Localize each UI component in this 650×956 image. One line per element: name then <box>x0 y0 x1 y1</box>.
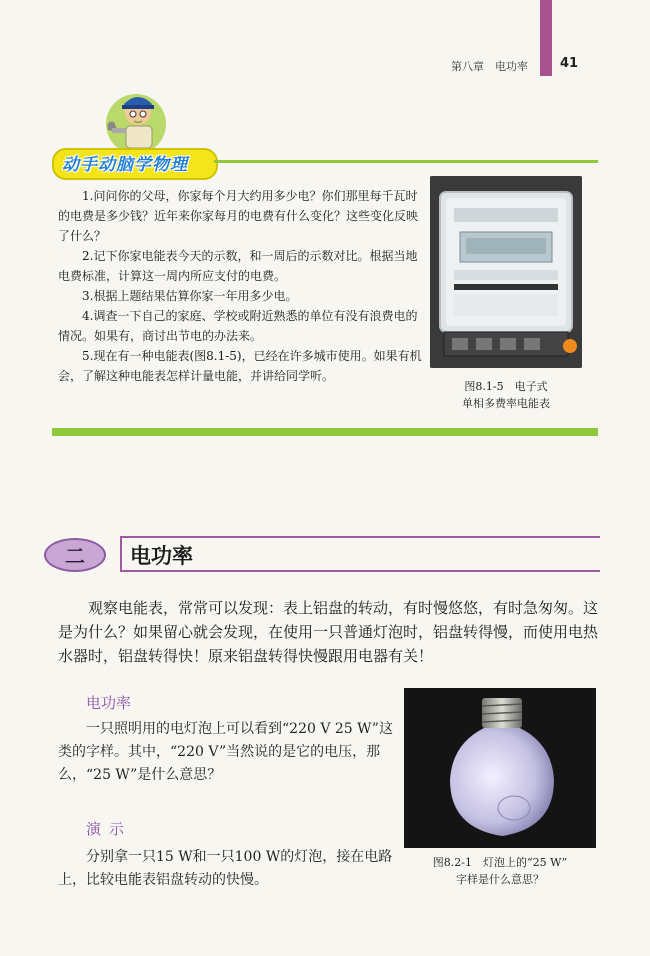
intro-paragraph: 观察电能表，常常可以发现：表上铝盘的转动，有时慢悠悠，有时急匆匆。这是为什么？如果留心就会发现，在使用一只普通灯泡时，铝盘转得慢，而使用电热水器时，铝盘转得快！原来铝盘转得快慢跟用电器有关！ <box>58 599 599 665</box>
activity-item: 2.记下你家电能表今天的示数，和一周后的示数对比。根据当地电费标准，计算这一周内所应支付的电费。 <box>58 249 418 283</box>
subsection-heading: 电功率 <box>86 694 132 712</box>
section-intro <box>58 596 600 668</box>
activity-item: 1.问问你的父母，你家每个月大约用多少电？你们那里每千瓦时的电费是多少钱？近年来你家每月的电费有什么变化？这些变化反映了什么？ <box>58 189 419 243</box>
caption-line: 图8.1-5 电子式 <box>464 380 548 393</box>
heading-rule-vertical <box>120 536 122 572</box>
chapter-side-tab <box>540 0 552 76</box>
body-paragraph: 分别拿一只15 W和一只100 W的灯泡，接在电路上，比较电能表铝盘转动的快慢。 <box>58 849 393 888</box>
page-number: 41 <box>560 56 579 71</box>
caption-line: 字样是什么意思？ <box>456 873 544 886</box>
section-number: 二 <box>65 544 85 568</box>
activity-item: 3.根据上题结果估算你家一年用多少电。 <box>82 289 298 303</box>
activity-banner-title: 动手动脑学物理 <box>62 155 188 175</box>
demo-heading: 演示 <box>86 820 133 838</box>
body-paragraph: 一只照明用的电灯泡上可以看到“220 V 25 W”这类的字样。其中，“220 V”当然说的是它的电压，那么，“25 W”是什么意思？ <box>58 721 393 783</box>
section-divider-bar <box>52 428 598 436</box>
subsection-body <box>58 718 398 787</box>
demo-body <box>58 846 398 892</box>
section-title: 电功率 <box>130 544 193 568</box>
heading-rule-bottom <box>120 570 600 572</box>
light-bulb-photo <box>404 688 596 848</box>
heading-rule-top <box>120 536 600 538</box>
electric-meter-photo <box>430 176 582 368</box>
caption-line: 图8.2-1 灯泡上的“25 W” <box>432 856 568 869</box>
activity-item: 5.现在有一种电能表(图8.1-5)，已经在许多城市使用。如果有机会，了解这种电能表怎样计量电能，并讲给同学听。 <box>58 349 422 383</box>
caption-line: 单相多费率电能表 <box>462 397 550 410</box>
activity-item: 4.调查一下自己的家庭、学校或附近熟悉的单位有没有浪费电的情况。如果有，商讨出节电的办法来。 <box>58 309 418 343</box>
bulb-figure-caption <box>404 854 596 888</box>
student-mascot-icon <box>96 90 170 156</box>
running-header-chapter: 第八章 电功率 <box>451 60 528 73</box>
banner-divider <box>214 160 598 163</box>
meter-figure-caption <box>426 378 586 412</box>
activity-list <box>58 186 422 386</box>
